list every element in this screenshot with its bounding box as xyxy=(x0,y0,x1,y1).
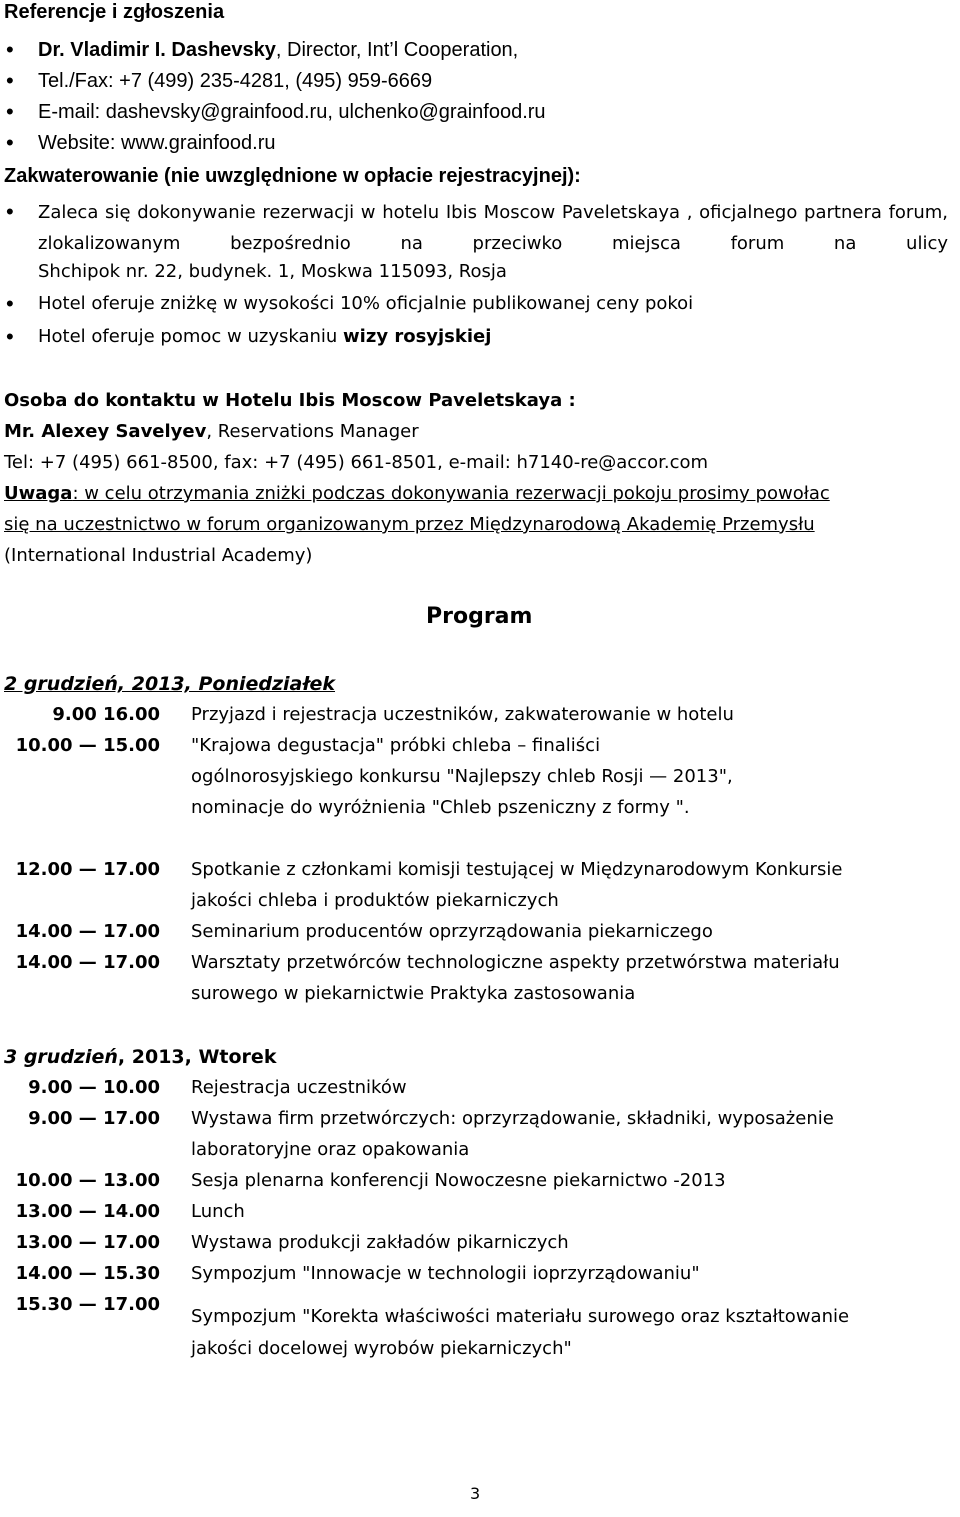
contact-item: Tel./Fax: +7 (499) 235-4281, (495) 959-6669 xyxy=(38,70,433,92)
bullet: • xyxy=(6,99,14,124)
hotel-visa xyxy=(38,325,491,349)
bullet: • xyxy=(6,37,14,62)
event-desc: Spotkanie z członkami komisji testującej w Międzynarodowym Konkursie xyxy=(191,859,843,880)
contact-item xyxy=(38,38,518,62)
event-desc: laboratoryjne oraz opakowania xyxy=(191,1139,470,1160)
time-slot: 15.30 — 17.00 xyxy=(15,1294,160,1315)
bullet: • xyxy=(6,324,14,349)
manager-name: Mr. Alexey Savelyev xyxy=(4,421,207,442)
kontakt-name xyxy=(4,420,419,444)
uwaga-label: Uwaga xyxy=(4,483,73,504)
uwaga-text: : w celu otrzymania zniżki podczas dokonywania rezerwacji pokoju prosimy powołac xyxy=(72,483,830,504)
event-desc: Przyjazd i rejestracja uczestników, zakwaterowanie w hotelu xyxy=(191,704,734,725)
event-desc: Warsztaty przetwórców technologiczne aspekty przetwórstwa materiału xyxy=(191,952,840,973)
event-desc: surowego w piekarnictwie Praktyka zastosowania xyxy=(191,983,636,1004)
kontakt-heading: Osoba do kontaktu w Hotelu Ibis Moscow Paveletskaya : xyxy=(4,390,576,411)
event-desc: jakości docelowej wyrobów piekarniczych" xyxy=(191,1338,572,1359)
hotel-discount: Hotel oferuje zniżkę w wysokości 10% oficjalnie publikowanej ceny pokoi xyxy=(38,293,694,314)
time-slot: 14.00 — 17.00 xyxy=(15,952,160,973)
hotel-recommendation: Zaleca się dokonywanie rezerwacji w hotelu Ibis Moscow Paveletskaya , oficjalnego partnera forum, zlokalizowanym bezpośrednio na przeciwko miejsca forum na ulicy xyxy=(38,202,948,254)
event-desc: "Krajowa degustacja" próbki chleba – finaliści xyxy=(191,735,601,756)
time-slot: 12.00 — 17.00 xyxy=(15,859,160,880)
day1-date: 2 grudzień, 2013, Poniedziałek xyxy=(4,673,336,695)
contact-name: Dr. Vladimir I. Dashevsky xyxy=(38,39,276,61)
event-desc: Lunch xyxy=(191,1201,245,1222)
bullet: • xyxy=(6,291,14,316)
bullet: • xyxy=(6,130,14,155)
zakwaterowanie-heading: Zakwaterowanie (nie uwzględnione w opłacie rejestracyjnej): xyxy=(4,165,581,187)
time-slot: 14.00 — 17.00 xyxy=(15,921,160,942)
event-desc: Wystawa produkcji zakładów pikarniczych xyxy=(191,1232,569,1253)
time-slot: 9.00 16.00 xyxy=(52,704,160,725)
time-slot: 9.00 — 17.00 xyxy=(28,1108,160,1129)
time-slot: 10.00 — 15.00 xyxy=(15,735,160,756)
day2-date-italic: 3 grudzień xyxy=(4,1046,118,1068)
time-slot: 9.00 — 10.00 xyxy=(28,1077,160,1098)
visa-text: Hotel oferuje pomoc w uzyskaniu xyxy=(38,326,344,347)
page-number: 3 xyxy=(470,1484,481,1503)
event-desc: Rejestracja uczestników xyxy=(191,1077,407,1098)
event-desc: ogólnorosyjskiego konkursu "Najlepszy chleb Rosji — 2013", xyxy=(191,766,733,787)
manager-role: , Reservations Manager xyxy=(206,421,419,442)
contact-item: Website: www.grainfood.ru xyxy=(38,132,276,154)
time-slot: 14.00 — 15.30 xyxy=(15,1263,160,1284)
time-slot: 10.00 — 13.00 xyxy=(15,1170,160,1191)
bullet: • xyxy=(6,68,14,93)
kontakt-tel: Tel: +7 (495) 661-8500, fax: +7 (495) 661-8501, e-mail: h7140-re@accor.com xyxy=(4,452,709,473)
event-desc: Wystawa firm przetwórczych: oprzyrządowanie, składniki, wyposażenie xyxy=(191,1108,834,1129)
day2-date-rest: , 2013, Wtorek xyxy=(117,1046,277,1068)
contact-item: E-mail: dashevsky@grainfood.ru, ulchenko@grainfood.ru xyxy=(38,101,546,123)
hotel-address: Shchipok nr. 22, budynek. 1, Moskwa 115093, Rosja xyxy=(38,261,507,282)
event-desc: Sesja plenarna konferencji Nowoczesne piekarnictwo -2013 xyxy=(191,1170,726,1191)
event-desc: Sympozjum "Innowacje w technologii ioprzyrządowaniu" xyxy=(191,1263,700,1284)
bullet: • xyxy=(6,199,14,224)
time-slot: 13.00 — 17.00 xyxy=(15,1232,160,1253)
event-desc: nominacje do wyróżnienia "Chleb pszeniczny z formy ". xyxy=(191,797,690,818)
visa-bold: wizy rosyjskiej xyxy=(343,326,492,347)
event-desc: Sympozjum "Korekta właściwości materiału surowego oraz kształtowanie xyxy=(191,1306,850,1327)
contact-role: , Director, Int’l Cooperation, xyxy=(275,39,519,61)
program-title: Program xyxy=(426,604,533,629)
referencje-heading: Referencje i zgłoszenia xyxy=(4,1,225,23)
uwaga-line-3: (International Industrial Academy) xyxy=(4,545,313,566)
event-desc: jakości chleba i produktów piekarniczych xyxy=(191,890,559,911)
uwaga-line-2: się na uczestnictwo w forum organizowanym przez Międzynarodową Akademię Przemysłu xyxy=(4,514,815,535)
event-desc: Seminarium producentów oprzyrządowania piekarniczego xyxy=(191,921,713,942)
time-slot: 13.00 — 14.00 xyxy=(15,1201,160,1222)
day2-date xyxy=(4,1045,276,1069)
uwaga-line-1 xyxy=(4,482,830,506)
